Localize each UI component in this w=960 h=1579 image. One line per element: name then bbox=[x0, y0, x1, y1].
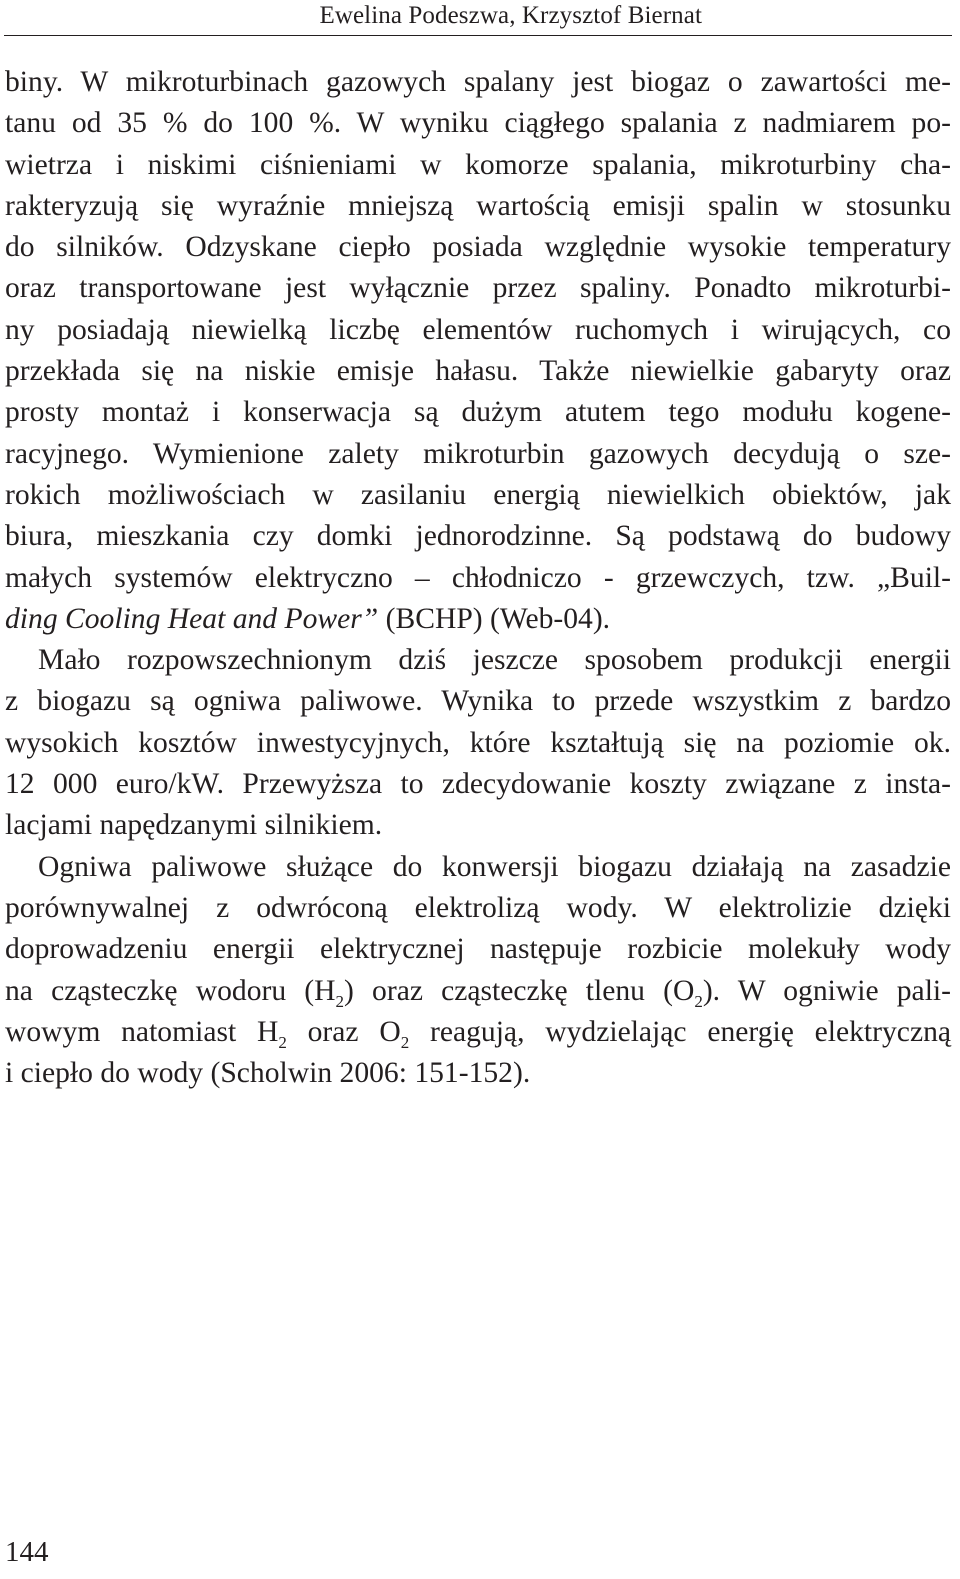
paragraph-microturbines bbox=[5, 62, 951, 640]
text-line: doprowadzeniu energii elektrycznej następuje rozbicie molekuły wody bbox=[5, 933, 951, 966]
subscript: 2 bbox=[694, 991, 703, 1011]
text-line: prosty montaż i konserwacja są dużym atutem tego modułu kogene- bbox=[5, 396, 951, 429]
subscript: 2 bbox=[400, 1032, 410, 1052]
text-line: małych systemów elektryczno – chłodniczo - grzewczych, tzw. „Buil- bbox=[5, 561, 951, 594]
text-line: i ciepło do wody (Scholwin 2006: 151-152). bbox=[5, 1057, 531, 1090]
text-line: racyjnego. Wymienione zalety mikroturbin gazowych decydują o sze- bbox=[5, 437, 951, 470]
text-fragment: oraz O bbox=[286, 1015, 401, 1048]
text-fragment: wowym natomiast H bbox=[5, 1015, 279, 1048]
header-rule bbox=[4, 35, 952, 36]
text-fragment: na cząsteczkę wodoru (H bbox=[5, 974, 336, 1007]
header-authors: Ewelina Podeszwa, Krzysztof Biernat bbox=[319, 2, 702, 29]
italic-term: ding Cooling Heat and Power” bbox=[5, 602, 379, 635]
text-line: wysokich kosztów inwestycyjnych, które kształtują się na poziomie ok. bbox=[5, 726, 951, 759]
text-fragment: (BCHP) (Web-04). bbox=[378, 602, 611, 635]
text-line bbox=[5, 1012, 951, 1053]
text-line: Mało rozpowszechnionym dziś jeszcze sposobem produkcji energii bbox=[38, 644, 951, 677]
text-line: rakteryzują się wyraźnie mniejszą wartością emisji spalin w stosunku bbox=[5, 189, 951, 222]
text-line: ny posiadają niewielką liczbę elementów ruchomych i wirujących, co bbox=[5, 313, 951, 346]
text-line: Ogniwa paliwowe służące do konwersji biogazu działają na zasadzie bbox=[38, 850, 951, 883]
text-line: z biogazu są ogniwa paliwowe. Wynika to przede wszystkim z bardzo bbox=[5, 685, 951, 718]
text-fragment: ) oraz cząsteczkę tlenu (O bbox=[344, 974, 695, 1007]
paragraph-fuel-cells-principle bbox=[5, 847, 951, 1095]
text-line: do silników. Odzyskane ciepło posiada względnie wysokie temperatury bbox=[5, 231, 951, 264]
subscript: 2 bbox=[335, 991, 345, 1011]
text-line: 12 000 euro/kW. Przewyższa to zdecydowanie koszty związane z insta- bbox=[5, 768, 951, 801]
text-line: oraz transportowane jest wyłącznie przez spaliny. Ponadto mikroturbi- bbox=[5, 272, 951, 305]
text-line: przekłada się na niskie emisje hałasu. Także niewielkie gabaryty oraz bbox=[5, 355, 951, 388]
subscript: 2 bbox=[278, 1032, 287, 1052]
text-fragment: reagują, wydzielając energię elektryczną bbox=[409, 1015, 952, 1048]
text-line bbox=[5, 599, 951, 640]
text-line: biny. W mikroturbinach gazowych spalany jest biogaz o zawartości me- bbox=[5, 66, 951, 98]
text-line bbox=[5, 971, 951, 1012]
running-header bbox=[0, 0, 952, 37]
text-line: tanu od 35 % do 100 %. W wyniku ciągłego spalania z nadmiarem po- bbox=[5, 107, 951, 140]
text-line: biura, mieszkania czy domki jednorodzinne. Są podstawą do budowy bbox=[5, 520, 951, 553]
text-line: lacjami napędzanymi silnikiem. bbox=[5, 809, 383, 842]
paragraph-fuel-cells-cost bbox=[5, 640, 951, 846]
text-line: porównywalnej z odwróconą elektrolizą wody. W elektrolizie dzięki bbox=[5, 891, 951, 924]
text-line: rokich możliwościach w zasilaniu energią niewielkich obiektów, jak bbox=[5, 478, 951, 511]
body-text bbox=[5, 62, 951, 1094]
text-line: wietrza i niskimi ciśnieniami w komorze spalania, mikroturbiny cha- bbox=[5, 148, 951, 181]
text-fragment: ). W ogniwie pali- bbox=[702, 974, 951, 1007]
page-number: 144 bbox=[5, 1536, 49, 1568]
